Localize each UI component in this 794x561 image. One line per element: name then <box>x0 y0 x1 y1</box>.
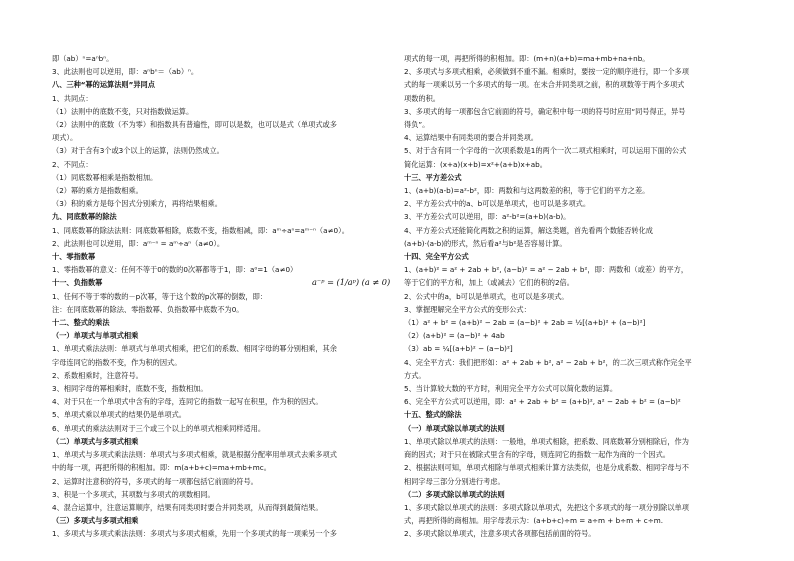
negative-exponent-formula: a⁻ᵖ = (1/aᵖ) (a ≠ 0) <box>312 277 391 287</box>
left_column-line: 3、此法则也可以逆用，即：aⁿbⁿ＝（ab）ⁿ。 <box>52 67 199 77</box>
right_column-line: 1、(a+b)(a-b)=a²-b²，即：两数和与这两数差的积，等于它们的平方之差。 <box>404 186 650 196</box>
left_column-line: 1、多项式与多项式乘法法则：多项式与多项式相乘，先用一个多项式的每一项乘另一个多 <box>52 529 337 539</box>
right-column <box>404 52 756 541</box>
left_column-line: 6、单项式的乘法法则对于三个或三个以上的单项式相乘同样适用。 <box>52 423 266 433</box>
right_column-line: 商的因式；对于只在被除式里含有的字母，则连同它的指数一起作为商的一个因式。 <box>404 450 670 460</box>
right_column-line: 5、对于含有同一个字母的一次项系数是1的两个一次二项式相乘时，可以运用下面的公式 <box>404 146 687 156</box>
right_column-line: 1、(a+b)² = a² + 2ab + b², (a−b)² = a² − 2ab + b²，即：两数和（或差）的平方， <box>404 265 689 275</box>
right_column-line: （二）多项式除以单项式的法则 <box>404 489 505 499</box>
right_column-line: 3、平方差公式可以逆用，即：a²-b²=(a+b)(a-b)。 <box>404 212 571 222</box>
left_column-line: 4、混合运算中，注意运算顺序，结果有同类项时要合并同类项，从而得到最简结果。 <box>52 502 323 512</box>
left_column-line: 十一、负指数幂 <box>52 278 103 288</box>
left_column-line: 中的每一项，再把所得的积相加。即：m(a+b+c)=ma+mb+mc。 <box>52 463 271 473</box>
left-column <box>52 52 422 541</box>
left_column-line: 字母连同它的指数不变，作为积的因式。 <box>52 357 182 367</box>
left_column-line: 3、积是一个多项式，其项数与多项式的项数相同。 <box>52 489 215 499</box>
right_column-line: 5、当计算较大数的平方时，利用完全平方公式可以简化数的运算。 <box>404 384 618 394</box>
right_column-line: 2、根据法则可知，单项式相除与单项式相乘计算方法类似，也是分成系数、相同字母与不 <box>404 463 689 473</box>
right_column-line: 6、完全平方公式可以逆用，即：a² + 2ab + b² = (a+b)², a² − 2ab + b² = (a−b)² <box>404 397 681 407</box>
left_column-line: 八、三种“幂的运算法则”异同点 <box>52 80 155 90</box>
left_column-line: 1、同底数幂的除法法则：同底数幂相除，底数不变，指数相减，即：aᵐ÷aⁿ=aᵐ⁻ⁿ（a≠0）。 <box>52 225 349 235</box>
left_column-line: （2）法则中的底数（不为零）和指数具有普遍性，即可以是数，也可以是式（单项式或多 <box>52 120 337 130</box>
right_column-line: 2、公式中的a，b可以是单项式，也可以是多项式。 <box>404 291 569 301</box>
right_column-line: 等于它们的平方和，加上（或减去）它们的积的2倍。 <box>404 278 574 288</box>
left_column-line: 3、相同字母的幂相乘时，底数不变，指数相加。 <box>52 384 208 394</box>
left_column-line: 九、同底数幂的除法 <box>52 212 117 222</box>
left_column-line: 5、单项式乘以单项式的结果仍是单项式。 <box>52 410 186 420</box>
right_column-line: 式的每一项乘以另一个多项式的每一项。在未合并同类项之前，积的项数等于两个多项式 <box>404 80 685 90</box>
right_column-line: 4、运算结果中有同类项的要合并同类项。 <box>404 133 538 143</box>
left_column-line: （二）单项式与多项式相乘 <box>52 436 139 446</box>
left_column-line: （3）积的乘方是每个因式分别乘方，再将结果相乘。 <box>52 199 222 209</box>
left_column-line: 1、任何不等于零的数的－p次幂，等于这个数的p次幂的倒数，即： <box>52 291 267 301</box>
left_column-line: 2、不同点： <box>52 159 93 169</box>
right_column-line: 十三、平方差公式 <box>404 172 462 182</box>
right_column-line: 4、平方差公式还能简化两数之积的运算，解这类题，首先看两个数能否转化成 <box>404 225 653 235</box>
left_column-line: 2、运算时注意积的符号，多项式的每一项都包括它前面的符号。 <box>52 476 258 486</box>
right_column-line: 十四、完全平方公式 <box>404 252 469 262</box>
right_column-line: 方式。 <box>404 370 426 380</box>
right_column-line: 项式的每一项，再把所得的积相加。即：(m+n)(a+b)=ma+mb+na+nb。 <box>404 54 650 63</box>
left_column-line: （1）同底数幂相乘是指数相加。 <box>52 172 158 182</box>
right_column-line: 项数的积。 <box>404 93 440 103</box>
right_column-line: （3）ab = ¼[(a+b)² − (a−b)²] <box>404 344 513 354</box>
right_column-line: 2、多项式与多项式相乘，必须做到不重不漏。相乘时，要按一定的顺序进行，即一个多项 <box>404 67 689 77</box>
left_column-line: 注：在同底数幂的除法、零指数幂、负指数幂中底数不为0。 <box>52 304 244 314</box>
left_column-line: 1、单项式乘法法则：单项式与单项式相乘，把它们的系数、相同字母的幂分别相乘，其余 <box>52 344 337 354</box>
right_column-line: 1、单项式除以单项式的法则：一般地，单项式相除，把系数、同底数幂分别相除后，作为 <box>404 436 689 446</box>
left_column-line: 十、零指数幂 <box>52 252 96 262</box>
left_column-line: （一）单项式与单项式相乘 <box>52 331 139 341</box>
right_column-line: （1）a² + b² = (a+b)² − 2ab = (a−b)² + 2ab = ½[(a+b)² + (a−b)²] <box>404 318 646 328</box>
left_column-line: 1、单项式与多项式乘法法则：单项式与多项式相乘，就是根据分配率用单项式去乘多项式 <box>52 450 337 460</box>
left_column-line: 1、零指数幂的意义：任何不等于0的数的0次幂都等于1，即：a⁰=1（a≠0） <box>52 265 298 275</box>
right_column-line: 1、多项式除以单项式的法则：多项式除以单项式，先把这个多项式的每一项分别除以单项 <box>404 502 689 512</box>
right_column-line: （一）单项式除以单项式的法则 <box>404 423 505 433</box>
left_column-line: 2、此法则也可以逆用，即：aᵐ⁻ⁿ = aᵐ÷aⁿ（a≠0）。 <box>52 238 225 248</box>
right_column-line: 3、掌握理解完全平方公式的变形公式： <box>404 304 531 314</box>
right_column-line: 得负”。 <box>404 120 430 130</box>
left_column-line: 十二、整式的乘法 <box>52 318 110 328</box>
left_column-line: （三）多项式与多项式相乘 <box>52 516 139 526</box>
left_column-line: 1、共同点： <box>52 93 93 103</box>
right_column-line: 相同字母三部分分别进行考虑。 <box>404 476 505 486</box>
right_column-line: 简化运算：(x+a)(x+b)=x²+(a+b)x+ab。 <box>404 159 547 169</box>
left_column-line: 4、对于只在一个单项式中含有的字母，连同它的指数一起写在积里，作为积的因式。 <box>52 397 323 407</box>
left_column-line: 2、系数相乘时，注意符号。 <box>52 370 143 380</box>
right_column-line: 4、完全平方式：我们把形如：a² + 2ab + b², a² − 2ab + b²，的二次三项式称作完全平 <box>404 357 692 367</box>
right_column-line: （2）(a+b)² = (a−b)² + 4ab <box>404 331 505 341</box>
right_column-line: 3、多项式的每一项都包含它前面的符号，确定积中每一项的符号时应用“同号得正，异号 <box>404 106 686 116</box>
right_column-line: 2、平方差公式中的a、b可以是单项式，也可以是多项式。 <box>404 199 591 209</box>
right_column-line: 2、多项式除以单项式，注意多项式各项都包括前面的符号。 <box>404 529 596 539</box>
left_column-line: 项式）。 <box>52 133 78 143</box>
right_column-line: 十五、整式的除法 <box>404 410 462 420</box>
right_column-line: 式，再把所得的商相加。用字母表示为：(a+b+c)÷m = a÷m + b÷m + c÷m. <box>404 516 664 526</box>
left_column-line: （3）对于含有3个或3个以上的运算，法则仍然成立。 <box>52 146 224 156</box>
left_column-line: （2）幂的乘方是指数相乘。 <box>52 186 143 196</box>
left_column-line: 即（ab）ⁿ=aⁿbⁿ。 <box>52 54 114 63</box>
left_column-line: （1）法则中的底数不变，只对指数做运算。 <box>52 106 194 116</box>
right_column-line: (a+b)·(a-b)的形式，然后看a²与b²是否容易计算。 <box>404 238 567 248</box>
